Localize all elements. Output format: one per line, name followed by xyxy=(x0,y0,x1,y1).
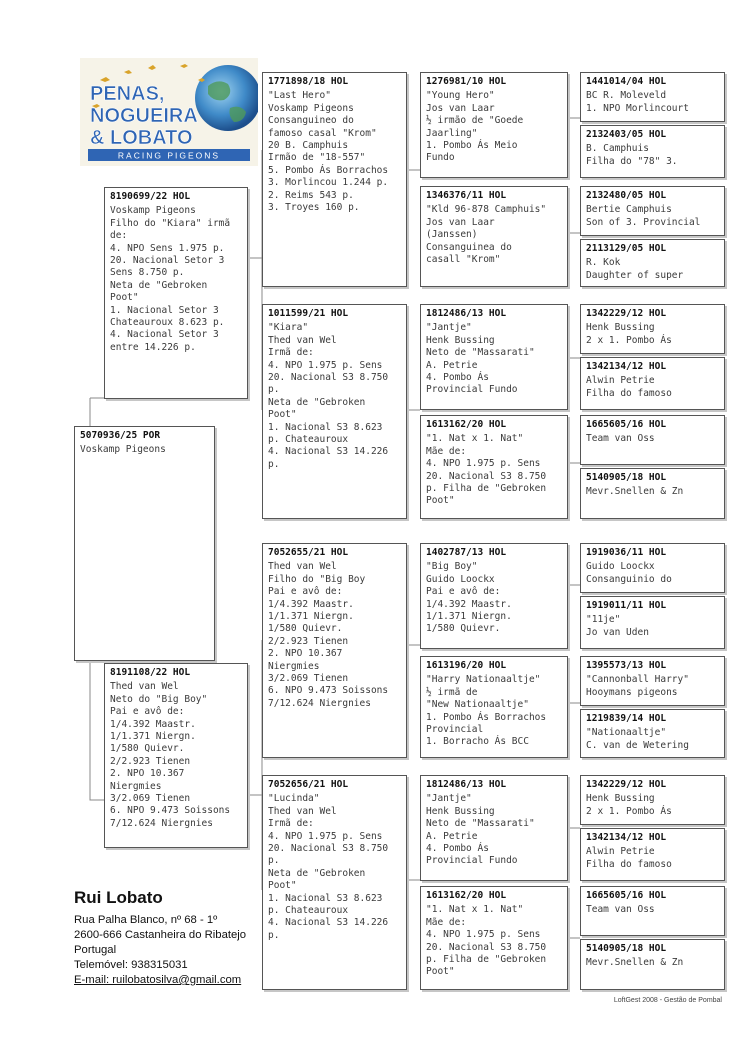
ring-number: 1919036/11 HOL xyxy=(586,547,667,558)
ring-number: 7052655/21 HOL xyxy=(268,547,349,558)
logo-tagline: RACING PIGEONS xyxy=(117,150,221,161)
pedigree-info-line: Guido Loockx xyxy=(586,561,655,573)
g3-card-1 xyxy=(420,72,568,178)
g3-card-7 xyxy=(420,775,568,881)
pedigree-info-line: 1/4.392 Maastr. xyxy=(110,718,196,730)
pedigree-info-line: casall "Krom" xyxy=(426,254,501,266)
sire-card xyxy=(104,187,248,399)
penas-nogueira-lobato-logo xyxy=(80,58,258,166)
g4-card-8 xyxy=(580,468,725,519)
g4-card-9 xyxy=(580,543,725,593)
pedigree-info-line: 3. Morlincou 1.244 p. xyxy=(268,177,389,189)
pedigree-info-line: Team van Oss xyxy=(586,904,655,916)
pedigree-info-line: Voskamp Pigeons xyxy=(110,205,196,217)
pedigree-info-line: Thed van Wel xyxy=(268,334,337,346)
ring-number: 1812486/13 HOL xyxy=(426,308,507,319)
pedigree-info-line: entre 14.226 p. xyxy=(110,341,196,353)
g3-card-4 xyxy=(420,415,568,519)
pedigree-info-line: "Lucinda" xyxy=(268,793,320,805)
ring-number: 5140905/18 HOL xyxy=(586,472,667,483)
g4-card-5 xyxy=(580,304,725,354)
pedigree-info-line: Niergmies xyxy=(110,780,162,792)
pedigree-info-line: 6. NPO 9.473 Soissons xyxy=(268,685,389,697)
pedigree-info-line: "Young Hero" xyxy=(426,90,495,102)
pedigree-info-line: "11je" xyxy=(586,614,621,626)
pedigree-info-line: "Big Boy" xyxy=(426,561,478,573)
pedigree-info-line: Voskamp Pigeons xyxy=(268,102,354,114)
pedigree-info-line: Thed van Wel xyxy=(268,561,337,573)
ring-number: 1342134/12 HOL xyxy=(586,832,667,843)
pedigree-info-line: 20. Nacional S3 8.750 xyxy=(426,470,547,482)
g4-card-6 xyxy=(580,357,725,410)
pedigree-info-line: Neta de "Gebroken xyxy=(110,279,208,291)
ring-number: 5140905/18 HOL xyxy=(586,943,667,954)
pedigree-info-line: Neta de "Gebroken xyxy=(268,867,366,879)
ring-number: 1395573/13 HOL xyxy=(586,660,667,671)
pedigree-info-line: 4. Nacional S3 14.226 xyxy=(268,917,389,929)
pedigree-info-line: "Nationaaltje" xyxy=(586,727,667,739)
ring-number: 7052656/21 HOL xyxy=(268,779,349,790)
ring-number: 1613196/20 HOL xyxy=(426,660,507,671)
ring-number: 1441014/04 HOL xyxy=(586,76,667,87)
pedigree-info-line: Mevr.Snellen & Zn xyxy=(586,486,684,498)
pedigree-info-line: 1/580 Quievr. xyxy=(110,743,185,755)
pedigree-info-line: 4. NPO 1.975 p. Sens xyxy=(268,830,383,842)
g3-card-3 xyxy=(420,304,568,410)
pedigree-info-line: Jos van Laar xyxy=(426,102,495,114)
g3-card-2 xyxy=(420,186,568,287)
ring-number: 8190699/22 HOL xyxy=(110,191,191,202)
ring-number: 1402787/13 HOL xyxy=(426,547,507,558)
pedigree-info-line: de: xyxy=(110,230,128,242)
pedigree-info-line: 1. Nacional S3 8.623 xyxy=(268,421,383,433)
pedigree-info-line: Thed van Wel xyxy=(110,681,179,693)
pedigree-info-line: A. Petrie xyxy=(426,830,478,842)
pedigree-info-line: "Jantje" xyxy=(426,322,472,334)
subject-pigeon-card xyxy=(74,426,215,661)
pedigree-info-line: 1. Nacional S3 8.623 xyxy=(268,892,383,904)
sire-dam-card xyxy=(262,304,407,519)
breeder-contact xyxy=(74,888,246,988)
pedigree-info-line: p. Chateauroux xyxy=(268,434,349,446)
pedigree-info-line: "Cannonball Harry" xyxy=(586,674,689,686)
pedigree-info-line: Provincial xyxy=(426,724,484,736)
pedigree-info-line: 2 x 1. Pombo Ás xyxy=(586,805,672,817)
pedigree-info-line: Poot" xyxy=(110,292,139,304)
dam-sire-card xyxy=(262,543,407,758)
pedigree-info-line: "Kld 96-878 Camphuis" xyxy=(426,204,547,216)
pedigree-info-line: 2/2.923 Tienen xyxy=(268,635,349,647)
g4-card-13 xyxy=(580,775,725,825)
pedigree-info-line: Chateauroux 8.623 p. xyxy=(110,317,225,329)
pedigree-info-line: (Janssen) xyxy=(426,229,478,241)
pedigree-info-line: R. Kok xyxy=(586,257,621,269)
ring-number: 2132403/05 HOL xyxy=(586,129,667,140)
pedigree-info-line: Mevr.Snellen & Zn xyxy=(586,957,684,969)
pedigree-info-line: Consanguinio do xyxy=(586,573,672,585)
pedigree-info-line: Filho do "Big Boy xyxy=(268,573,366,585)
g4-card-4 xyxy=(580,239,725,287)
pedigree-info-line: BC R. Moleveld xyxy=(586,90,667,102)
pedigree-info-line: 1/1.371 Niergn. xyxy=(268,611,354,623)
pedigree-info-line: A. Petrie xyxy=(426,359,478,371)
ring-number: 1219839/14 HOL xyxy=(586,713,667,724)
ring-number: 2132480/05 HOL xyxy=(586,190,667,201)
pedigree-info-line: 4. Pombo Ás xyxy=(426,372,489,384)
pedigree-info-line: Henk Bussing xyxy=(586,793,655,805)
breeder-name: Rui Lobato xyxy=(74,888,163,907)
pedigree-info-line: Alwin Petrie xyxy=(586,846,655,858)
pedigree-info-line: 2. NPO 10.367 xyxy=(110,768,185,780)
ring-number: 1665605/16 HOL xyxy=(586,419,667,430)
pedigree-info-line: p. xyxy=(268,384,280,396)
ring-number: 1346376/11 HOL xyxy=(426,190,507,201)
pedigree-info-line: Filha do famoso xyxy=(586,387,672,399)
pedigree-info-line: Neto do "Big Boy" xyxy=(110,693,208,705)
pedigree-info-line: 2 x 1. Pombo Ás xyxy=(586,334,672,346)
pedigree-info-line: Sens 8.750 p. xyxy=(110,267,185,279)
ring-number: 8191108/22 HOL xyxy=(110,667,191,678)
pedigree-info-line: "Harry Nationaaltje" xyxy=(426,674,541,686)
g3-card-6 xyxy=(420,656,568,758)
pedigree-info-line: Daughter of super xyxy=(586,269,684,281)
pedigree-info-line: Poot" xyxy=(426,495,455,507)
pedigree-info-line: Henk Bussing xyxy=(586,322,655,334)
ring-number: 1011599/21 HOL xyxy=(268,308,349,319)
pedigree-info-line: Pai e avô de: xyxy=(426,586,501,598)
pedigree-info-line: ½ irmã de xyxy=(426,686,478,698)
pedigree-info-line: 1/1.371 Niergn. xyxy=(426,611,512,623)
pedigree-info-line: 3/2.069 Tienen xyxy=(110,793,191,805)
pedigree-info-line: 4. Nacional S3 14.226 xyxy=(268,446,389,458)
pedigree-info-line: Son of 3. Provincial xyxy=(586,216,701,228)
pedigree-info-line: 3. Troyes 160 p. xyxy=(268,202,360,214)
pedigree-info-line: Consanguineo do xyxy=(268,115,354,127)
pedigree-info-line: 2. Reims 543 p. xyxy=(268,189,354,201)
pedigree-info-line: p. Filha de "Gebroken xyxy=(426,483,547,495)
pedigree-info-line: 2/2.923 Tienen xyxy=(110,755,191,767)
pedigree-info-line: famoso casal "Krom" xyxy=(268,127,377,139)
ring-number: 1342134/12 HOL xyxy=(586,361,667,372)
pedigree-info-line: 4. NPO 1.975 p. Sens xyxy=(268,359,383,371)
pedigree-info-line: p. Filha de "Gebroken xyxy=(426,954,547,966)
g4-card-14 xyxy=(580,828,725,881)
phone-number: Telemóvel: 938315031 xyxy=(74,959,188,971)
logo-line3: & LOBATO xyxy=(90,127,193,149)
pedigree-info-line: 1. Nacional Setor 3 xyxy=(110,304,219,316)
pedigree-info-line: Provincial Fundo xyxy=(426,384,518,396)
ring-number: 1613162/20 HOL xyxy=(426,419,507,430)
pedigree-info-line: 20. Nacional S3 8.750 xyxy=(268,372,389,384)
g4-card-3 xyxy=(580,186,725,236)
pedigree-info-line: Filho do "Kiara" irmã xyxy=(110,217,231,229)
pedigree-info-line: "Kiara" xyxy=(268,322,309,334)
pedigree-info-line: 7/12.624 Niergnies xyxy=(110,817,213,829)
pedigree-info-line: Jos van Laar xyxy=(426,216,495,228)
pedigree-info-line: 3/2.069 Tienen xyxy=(268,673,349,685)
logo-line1: PENAS, xyxy=(90,83,165,105)
pedigree-info-line: C. van de Wetering xyxy=(586,739,689,751)
g4-card-12 xyxy=(580,709,725,758)
logo-line2: NOGUEIRA xyxy=(90,105,198,127)
address-line-2: 2600-666 Castanheira do Ribatejo xyxy=(74,929,247,941)
pedigree-info-line: Jaarling" xyxy=(426,127,478,139)
g4-card-15 xyxy=(580,886,725,936)
pedigree-info-line: Filha do famoso xyxy=(586,858,672,870)
pedigree-info-line: 1/580 Quievr. xyxy=(268,623,343,635)
pedigree-info-line: Pai e avô de: xyxy=(110,706,185,718)
ring-number: 1665605/16 HOL xyxy=(586,890,667,901)
pedigree-info-line: 20. Nacional S3 8.750 xyxy=(268,843,389,855)
g3-card-8 xyxy=(420,886,568,990)
software-footer: LoftGest 2008 - Gestão de Pombal xyxy=(613,997,722,1004)
pedigree-info-line: 4. NPO Sens 1.975 p. xyxy=(110,242,225,254)
pedigree-info-line: 4. Nacional Setor 3 xyxy=(110,329,219,341)
ring-number: 1342229/12 HOL xyxy=(586,779,667,790)
pedigree-info-line: Neto de "Massarati" xyxy=(426,347,535,359)
pedigree-info-line: 1/4.392 Maastr. xyxy=(426,598,512,610)
pedigree-info-line: Mãe de: xyxy=(426,916,467,928)
pedigree-info-line: "1. Nat x 1. Nat" xyxy=(426,433,524,445)
sire-sire-card xyxy=(262,72,407,287)
g4-card-10 xyxy=(580,596,725,649)
pedigree-info-line: 5. Pombo Ás Borrachos xyxy=(268,164,389,176)
dam-dam-card xyxy=(262,775,407,990)
pedigree-info-line: Poot" xyxy=(268,409,297,421)
pedigree-info-line: Voskamp Pigeons xyxy=(80,444,166,456)
pedigree-info-line: 1. Pombo Ás Borrachos xyxy=(426,711,547,723)
pedigree-info-line: "Last Hero" xyxy=(268,90,331,102)
ring-number: 1342229/12 HOL xyxy=(586,308,667,319)
pedigree-info-line: ½ irmão de "Goede xyxy=(426,115,524,127)
pedigree-info-line: Jo van Uden xyxy=(586,626,649,638)
ring-number: 1919011/11 HOL xyxy=(586,600,667,611)
pedigree-info-line: Henk Bussing xyxy=(426,334,495,346)
g4-card-16 xyxy=(580,939,725,990)
pedigree-info-line: Mãe de: xyxy=(426,445,467,457)
pedigree-info-line: 7/12.624 Niergnies xyxy=(268,697,371,709)
pedigree-info-line: 1/1.371 Niergn. xyxy=(110,731,196,743)
pedigree-info-line: Hooymans pigeons xyxy=(586,686,678,698)
pedigree-info-line: 1/4.392 Maastr. xyxy=(268,598,354,610)
pedigree-info-line: Fundo xyxy=(426,152,455,164)
pedigree-info-line: 6. NPO 9.473 Soissons xyxy=(110,805,231,817)
pedigree-info-line: 20 B. Camphuis xyxy=(268,140,349,152)
pedigree-info-line: 4. NPO 1.975 p. Sens xyxy=(426,929,541,941)
pedigree-info-line: p. xyxy=(268,929,280,941)
pedigree-info-line: Henk Bussing xyxy=(426,805,495,817)
pedigree-info-line: B. Camphuis xyxy=(586,143,649,155)
pedigree-info-line: 20. Nacional Setor 3 xyxy=(110,255,225,267)
pedigree-info-line: "New Nationaaltje" xyxy=(426,699,529,711)
pedigree-info-line: Thed van Wel xyxy=(268,805,337,817)
pedigree-info-line: Guido Loockx xyxy=(426,573,495,585)
pedigree-info-line: Consanguinea do xyxy=(426,241,512,253)
ring-number: 1771898/18 HOL xyxy=(268,76,349,87)
pedigree-info-line: Bertie Camphuis xyxy=(586,204,672,216)
pedigree-info-line: Irmã de: xyxy=(268,347,314,359)
pedigree-info-line: 1/580 Quievr. xyxy=(426,623,501,635)
ring-number: 1613162/20 HOL xyxy=(426,890,507,901)
pedigree-info-line: Filha do "78" 3. xyxy=(586,155,678,167)
dam-card xyxy=(104,663,248,848)
pedigree-info-line: 1. NPO Morlincourt xyxy=(586,102,689,114)
pedigree-info-line: Poot" xyxy=(426,966,455,978)
pedigree-info-line: Irmão de "18-557" xyxy=(268,152,366,164)
pedigree-info-line: "Jantje" xyxy=(426,793,472,805)
g4-card-7 xyxy=(580,415,725,465)
pedigree-info-line: Pai e avô de: xyxy=(268,586,343,598)
pedigree-info-line: 4. NPO 1.975 p. Sens xyxy=(426,458,541,470)
pedigree-info-line: 1. Borracho Ás BCC xyxy=(426,736,529,748)
pedigree-info-line: Neta de "Gebroken xyxy=(268,396,366,408)
pedigree-info-line: Niergmies xyxy=(268,660,320,672)
pedigree-info-line: Neto de "Massarati" xyxy=(426,818,535,830)
g4-card-1 xyxy=(580,72,725,122)
pedigree-info-line: p. xyxy=(268,855,280,867)
ring-number: 1812486/13 HOL xyxy=(426,779,507,790)
address-country: Portugal xyxy=(74,944,117,956)
g4-card-2 xyxy=(580,125,725,178)
pedigree-info-line: 1. Pombo Ás Meio xyxy=(426,140,518,152)
address-line-1: Rua Palha Blanco, nº 68 - 1º xyxy=(74,914,218,926)
ring-number: 1276981/10 HOL xyxy=(426,76,507,87)
pedigree-info-line: Poot" xyxy=(268,880,297,892)
pedigree-info-line: p. xyxy=(268,458,280,470)
ring-number: 5070936/25 POR xyxy=(80,430,161,441)
pedigree-info-line: "1. Nat x 1. Nat" xyxy=(426,904,524,916)
pedigree-info-line: Alwin Petrie xyxy=(586,375,655,387)
g3-card-5 xyxy=(420,543,568,649)
pedigree-info-line: 2. NPO 10.367 xyxy=(268,648,343,660)
pedigree-info-line: Provincial Fundo xyxy=(426,855,518,867)
email-link[interactable]: E-mail: ruilobatosilva@gmail.com xyxy=(74,974,242,986)
pedigree-info-line: 4. Pombo Ás xyxy=(426,843,489,855)
ring-number: 2113129/05 HOL xyxy=(586,243,667,254)
pedigree-info-line: Irmã de: xyxy=(268,818,314,830)
pedigree-info-line: 20. Nacional S3 8.750 xyxy=(426,941,547,953)
g4-card-11 xyxy=(580,656,725,706)
pedigree-info-line: p. Chateauroux xyxy=(268,905,349,917)
pedigree-info-line: Team van Oss xyxy=(586,433,655,445)
